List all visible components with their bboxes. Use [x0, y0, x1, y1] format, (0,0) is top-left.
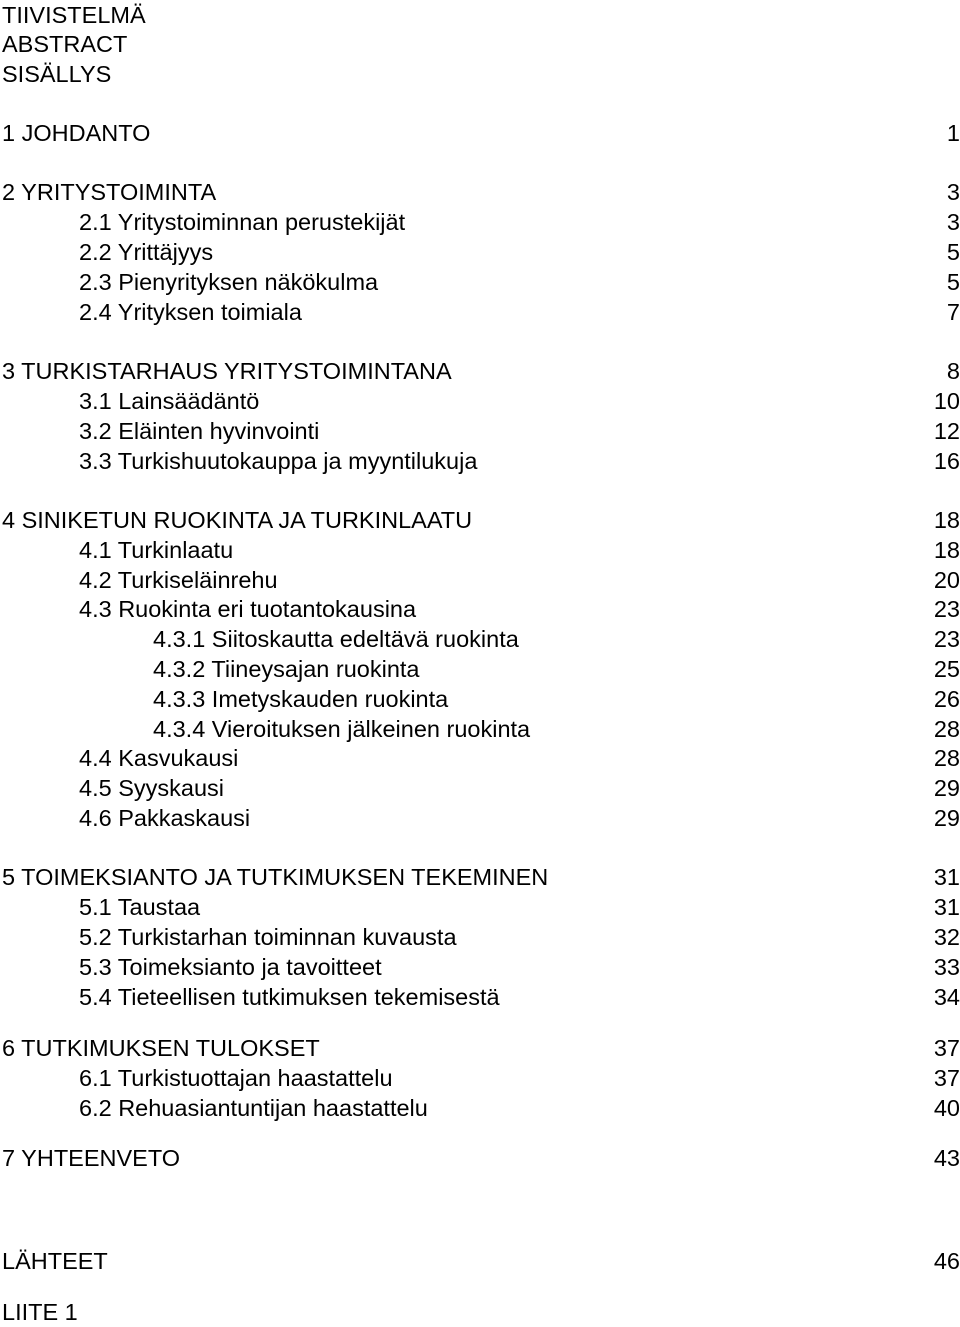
toc-entry-section [0, 892, 960, 922]
toc-entry-page: 18 [933, 507, 960, 533]
toc-entry-chapter-6 [0, 1033, 960, 1063]
toc-entry-section [0, 952, 960, 982]
toc-entry-label: 4.3.2 Tiineysajan ruokinta [153, 656, 420, 682]
front-heading-tiivistelma [0, 0, 960, 30]
toc-entry-page: 37 [933, 1035, 960, 1061]
toc-entry-page: 23 [933, 596, 960, 622]
toc-entry-page: 5 [946, 269, 960, 295]
toc-entry-label: LÄHTEET [2, 1248, 108, 1274]
toc-entry-label: 1 JOHDANTO [2, 120, 151, 146]
toc-entry-label: 3 TURKISTARHAUS YRITYSTOIMINTANA [2, 358, 452, 384]
front-heading-sisallys [0, 59, 960, 89]
toc-entry-page: 23 [933, 626, 960, 652]
toc-entry-label: 4.6 Pakkaskausi [79, 805, 251, 831]
toc-entry-page: 46 [933, 1248, 960, 1274]
toc-entry-page: 16 [933, 448, 960, 474]
toc-entry-label: 2.2 Yrittäjyys [79, 239, 214, 265]
heading-label: SISÄLLYS [2, 61, 112, 87]
heading-label: TIIVISTELMÄ [2, 2, 146, 28]
toc-entry-label: 4.3.3 Imetyskauden ruokinta [153, 686, 449, 712]
toc-entry-page: 32 [933, 924, 960, 950]
toc-entry-label: 3.2 Eläinten hyvinvointi [79, 418, 320, 444]
toc-entry-label: 5 TOIMEKSIANTO JA TUTKIMUKSEN TEKEMINEN [2, 864, 549, 890]
toc-entry-chapter-4 [0, 505, 960, 535]
toc-entry-label: 2 YRITYSTOIMINTA [2, 179, 217, 205]
toc-entry-label: 5.1 Taustaa [79, 894, 201, 920]
toc-entry-label: 5.4 Tieteellisen tutkimuksen tekemisestä [79, 984, 500, 1010]
toc-entry-label: 4.2 Turkiseläinrehu [79, 567, 278, 593]
toc-entry-label: 4.5 Syyskausi [79, 775, 224, 801]
toc-entry-page: 3 [946, 209, 960, 235]
toc-entry-section [0, 416, 960, 446]
toc-entry-page: 33 [933, 954, 960, 980]
toc-entry-section [0, 565, 960, 595]
toc-entry-label: 6.1 Turkistuottajan haastattelu [79, 1065, 393, 1091]
toc-entry-page: 34 [933, 984, 960, 1010]
toc-entry-label: 4 SINIKETUN RUOKINTA JA TURKINLAATU [2, 507, 473, 533]
toc-entry-section [0, 297, 960, 327]
toc-entry-label: 6.2 Rehuasiantuntijan haastattelu [79, 1095, 428, 1121]
toc-entry-page: 26 [933, 686, 960, 712]
toc-entry-page: 28 [933, 716, 960, 742]
toc-entry-references [0, 1246, 960, 1276]
toc-entry-page: 31 [933, 864, 960, 890]
toc-entry-section [0, 1093, 960, 1123]
toc-entry-section [0, 535, 960, 565]
toc-entry-chapter-5 [0, 862, 960, 892]
toc-entry-page: 20 [933, 567, 960, 593]
toc-entry-label: 3.3 Turkishuutokauppa ja myyntilukuja [79, 448, 478, 474]
toc-entry-chapter-1 [0, 118, 960, 148]
toc-entry-page: 8 [946, 358, 960, 384]
toc-entry-section [0, 922, 960, 952]
toc-entry-section [0, 803, 960, 833]
toc-entry-chapter-3 [0, 356, 960, 386]
toc-entry-subsection [0, 624, 960, 654]
toc-entry-section [0, 1063, 960, 1093]
toc-entry-page: 18 [933, 537, 960, 563]
toc-entry-appendix [0, 1297, 960, 1327]
toc-entry-label: 2.1 Yritystoiminnan perustekijät [79, 209, 406, 235]
toc-entry-label: 7 YHTEENVETO [2, 1145, 181, 1171]
toc-entry-page: 1 [946, 120, 960, 146]
toc-entry-section [0, 743, 960, 773]
toc-entry-label: 4.4 Kasvukausi [79, 745, 239, 771]
toc-entry-subsection [0, 714, 960, 744]
toc-entry-subsection [0, 654, 960, 684]
toc-entry-section [0, 446, 960, 476]
toc-entry-section [0, 773, 960, 803]
toc-entry-section [0, 207, 960, 237]
toc-entry-page: 40 [933, 1095, 960, 1121]
toc-entry-page: 37 [933, 1065, 960, 1091]
toc-entry-page: 5 [946, 239, 960, 265]
toc-entry-page: 28 [933, 745, 960, 771]
toc-entry-page: 29 [933, 775, 960, 801]
toc-entry-chapter-2 [0, 177, 960, 207]
toc-entry-label: 4.3.4 Vieroituksen jälkeinen ruokinta [153, 716, 531, 742]
toc-entry-page: 7 [946, 299, 960, 325]
toc-entry-label: 2.3 Pienyrityksen näkökulma [79, 269, 379, 295]
toc-entry-page: 25 [933, 656, 960, 682]
toc-entry-section [0, 386, 960, 416]
toc-entry-section [0, 237, 960, 267]
heading-label: ABSTRACT [2, 31, 128, 57]
toc-entry-label: LIITE 1 [2, 1299, 78, 1325]
toc-entry-page: 10 [933, 388, 960, 414]
toc-entry-page: 3 [946, 179, 960, 205]
toc-entry-subsection [0, 684, 960, 714]
toc-entry-label: 5.3 Toimeksianto ja tavoitteet [79, 954, 382, 980]
toc-entry-label: 2.4 Yrityksen toimiala [79, 299, 302, 325]
toc-entry-page: 29 [933, 805, 960, 831]
toc-entry-label: 4.3.1 Siitoskautta edeltävä ruokinta [153, 626, 519, 652]
toc-entry-label: 5.2 Turkistarhan toiminnan kuvausta [79, 924, 457, 950]
toc-entry-section [0, 267, 960, 297]
toc-entry-page: 12 [933, 418, 960, 444]
toc-entry-section [0, 594, 960, 624]
toc-entry-page: 31 [933, 894, 960, 920]
toc-entry-page: 43 [933, 1145, 960, 1171]
toc-entry-chapter-7 [0, 1143, 960, 1173]
toc-entry-label: 6 TUTKIMUKSEN TULOKSET [2, 1035, 320, 1061]
front-heading-abstract [0, 29, 960, 59]
toc-entry-label: 3.1 Lainsäädäntö [79, 388, 260, 414]
toc-entry-label: 4.3 Ruokinta eri tuotantokausina [79, 596, 417, 622]
toc-entry-section [0, 982, 960, 1012]
toc-entry-label: 4.1 Turkinlaatu [79, 537, 234, 563]
